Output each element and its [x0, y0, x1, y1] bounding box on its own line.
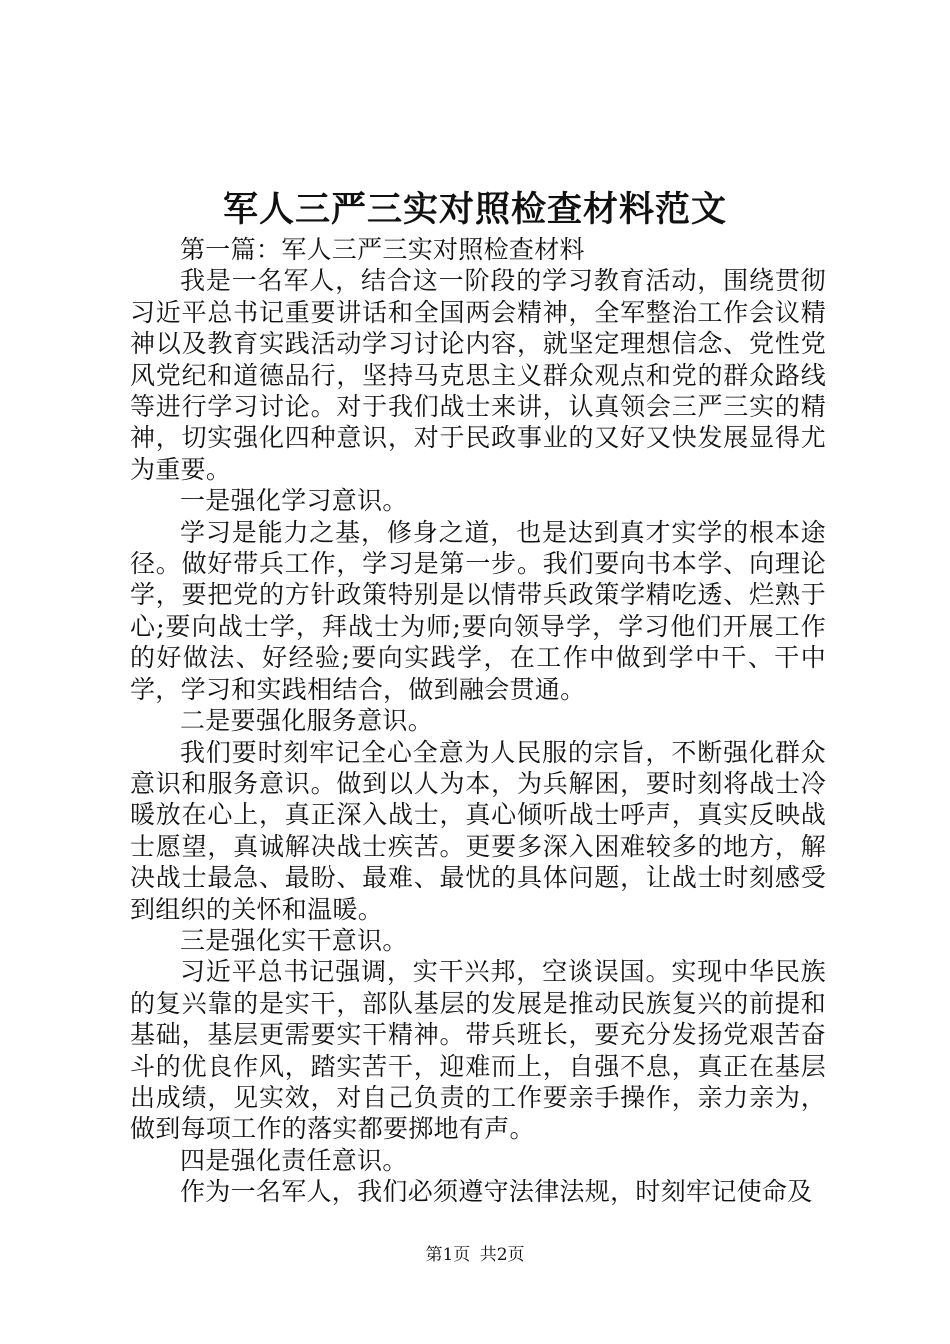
- body-paragraph: 习近平总书记强调，实干兴邦，空谈误国。实现中华民族的复兴靠的是实干，部队基层的发展是推动民族复兴的前提和基础，基层更需要实干精神。带兵班长，要充分发扬党艰苦奋斗的优良作风，踏实苦干，迎难而上，自强不息，真正在基层出成绩，见实效，对自己负责的工作要亲手操作，亲力亲为，做到每项工作的落实都要掷地有声。: [130, 957, 826, 1144]
- body-paragraph: 我是一名军人，结合这一阶段的学习教育活动，围绕贯彻习近平总书记重要讲话和全国两会精神，全军整治工作会议精神以及教育实践活动学习讨论内容，就坚定理想信念、党性党风党纪和道德品行，坚持马克思主义群众观点和党的群众路线等进行学习讨论。对于我们战士来讲，认真领会三严三实的精神，切实强化四种意识，对于民政事业的又好又快发展显得尤为重要。: [130, 266, 826, 484]
- point-heading: 三是强化实干意识。: [180, 925, 408, 955]
- document-title: 军人三严三实对照检查材料范文: [222, 189, 727, 230]
- section-heading: 第一篇：军人三严三实对照检查材料: [180, 235, 585, 264]
- body-paragraph: 学习是能力之基，修身之道，也是达到真才实学的根本途径。做好带兵工作，学习是第一步。我们要向书本学、向理论学，要把党的方针政策特别是以情带兵政策学精吃透、烂熟于心;要向战士学，拜战士为师;要向领导学，学习他们开展工作的好做法、好经验;要向实践学，在工作中做到学中干、干中学，学习和实践相结合，做到融会贯通。: [130, 517, 826, 704]
- point-heading: 四是强化责任意识。: [180, 1145, 408, 1175]
- body-paragraph: 作为一名军人，我们必须遵守法律法规，时刻牢记使命及: [180, 1177, 813, 1207]
- document-body: [130, 234, 826, 1208]
- point-heading: 一是强化学习意识。: [180, 486, 408, 516]
- page-number-footer: 第1页 共2页: [425, 1245, 525, 1265]
- body-paragraph: 我们要时刻牢记全心全意为人民服的宗旨，不断强化群众意识和服务意识。做到以人为本，为兵解困，要时刻将战士冷暖放在心上，真正深入战士，真心倾听战士呼声，真实反映战士愿望，真诚解决战士疾苦。更要多深入困难较多的地方，解决战士最急、最盼、最难、最忧的具体问题，让战士时刻感受到组织的关怀和温暖。: [130, 737, 826, 924]
- point-heading: 二是要强化服务意识。: [180, 706, 434, 736]
